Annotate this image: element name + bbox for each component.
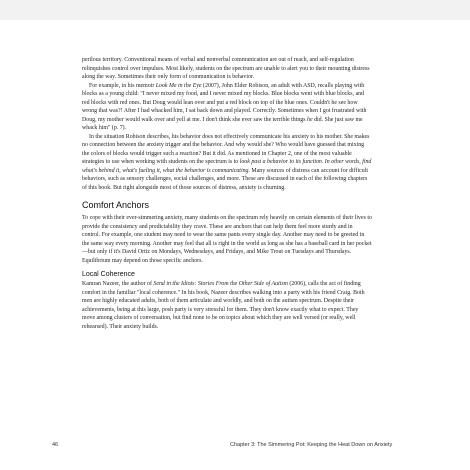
emphasis: he — [307, 116, 313, 123]
text-run: Kamran Nazeer, the author of — [82, 281, 154, 287]
paragraph-situation — [82, 133, 372, 193]
text-run: Many sources of distress can account for difficult behaviors, such as sensory challenges, social challenges, and more. These are discussed in each of the following chapters of this book. But right alongside most of those sources of distress, anxiety is churning. — [82, 167, 368, 191]
section-heading-comfort-anchors: Comfort Anchors — [82, 200, 150, 210]
page-footer — [52, 442, 452, 452]
paragraph-robison-example — [82, 82, 372, 133]
text-run: (2006), calls the act of finding comfort in the familiar "local coherence." In his book, Nazeer describes walking into a party with his friend Craig. Both men are highly educated adults, both of them articulate and worldly, and both on the autism spectrum. Despite their achievements, being at this large, posh party is very stressful for them. They don't know exactly what to expect. They move among clusters of conversation, but find none to be on topics about which they are well versed (or really, well rehearsed). Their anxiety builds. — [82, 281, 365, 330]
book-title: Look Me in the Eye — [155, 82, 202, 89]
paragraph-comfort-anchors: To cope with their ever-simmering anxiety, many students on the spectrum rely heavily on certain elements of their lives to provide the consistency and predictability they crave. These are anchors that can help them feel more sturdy and in control. For example, one student may need to wear the same pants every single day. Another may need to be greeted in the same way every morning. Another may feel that all is right in the world as long as she has a baseball card in her pocket—but only if it's David Ortiz on Mondays, Wednesdays, and Fridays, and Mike Trout on Tuesdays and Thursdays. Equilibrium may depend on those specific anchors. — [82, 215, 372, 264]
subsection-heading-local-coherence: Local Coherence — [82, 271, 135, 278]
viewer-top-band — [0, 0, 470, 20]
paragraph-local-coherence — [82, 280, 372, 331]
book-title: Send in the Idiots: Stories From the Other Side of Autism — [153, 281, 288, 287]
text-run: For example, in his memoir — [89, 82, 156, 89]
running-footer: Chapter 3: The Simmering Pot: Keeping the Heat Down on Anxiety — [230, 442, 393, 448]
text-run: (2007), John Elder Robison, an adult with ASD, recalls playing with blocks as a young child: "I never mixed my food, and I never mixed my blocks. Blue blocks went with blue blocks, and red blocks with red ones. But Doug would lean over and put a red block on top of the blue ones. Couldn't he see how wrong that was?! After I had whacked him, I sat back down and played. Correctly. Sometimes when I got frustrated with Doug, my mother would walk over and yell at me. I don't think she ever saw the terrible things — [82, 82, 367, 123]
text-run: In the situation Robison describes, his behavior does not effectively communicate his anxiety to his mother. She makes no connection between the anxiety trigger and the behavior. And why would she? Who would have guessed that mixing the colors of blocks would trigger such a reaction? But it did. As mentioned in Chapter 2, one of the most valuable strategies to use when working with students on the spectrum is to — [82, 133, 370, 165]
page-number: 46 — [52, 442, 59, 448]
emphasis: look past a behavior to its function. In other words, find what's behind it, what's fueling it, what the behavior is communicating. — [82, 159, 372, 174]
text-run: did. She just saw me whack him" (p. 7). — [82, 116, 363, 131]
paragraph-intro: perilous territory. Conventional means of verbal and nonverbal communication are out of reach, and self-regulation relinquishes control over impulses. Most likely, students on the spectrum are unable to alert you to their mounting distress along the way. Sometimes their only form of communication is behavior. — [82, 57, 370, 80]
book-page — [0, 20, 470, 470]
page-body — [82, 56, 372, 331]
